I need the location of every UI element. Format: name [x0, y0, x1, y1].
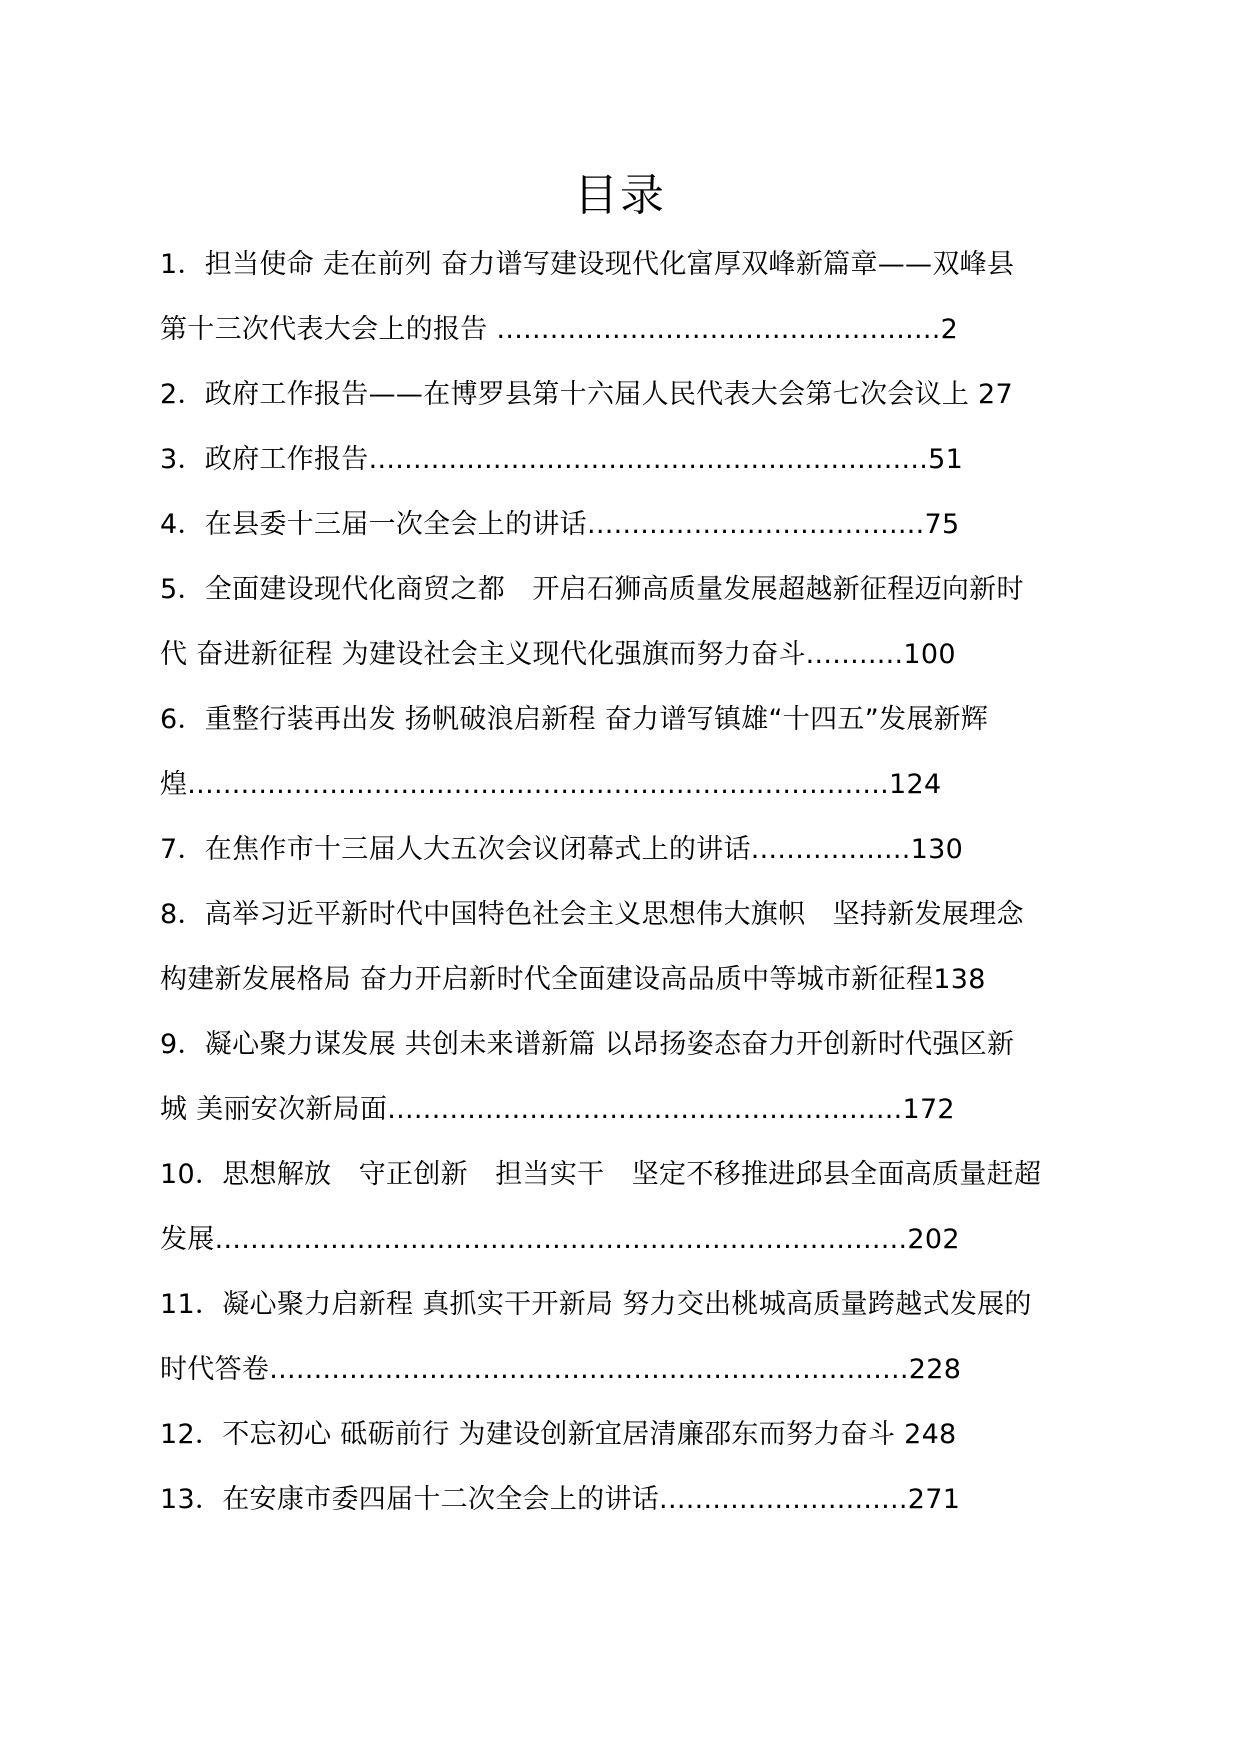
- toc-line: 城 美丽安次新局面..........................................................172: [160, 1094, 955, 1125]
- toc-line: 构建新发展格局 奋力开启新时代全面建设高品质中等城市新征程138: [160, 964, 986, 995]
- toc-line: 10．思想解放 守正创新 担当实干 坚定不移推进邱县全面高质量赶超: [160, 1159, 1042, 1190]
- toc-line: 9．凝心聚力谋发展 共创未来谱新篇 以昂扬姿态奋力开创新时代强区新: [160, 1029, 1015, 1060]
- toc-line: 7．在焦作市十三届人大五次会议闭幕式上的讲话..................130: [160, 834, 964, 865]
- toc-line: 12．不忘初心 砥砺前行 为建设创新宜居清廉邵东而努力奋斗 248: [160, 1419, 957, 1450]
- toc-line: 2．政府工作报告——在博罗县第十六届人民代表大会第七次会议上 27: [160, 379, 1014, 410]
- toc-line: 6．重整行装再出发 扬帆破浪启新程 奋力谱写镇雄“十四五”发展新辉: [160, 704, 989, 735]
- page-title: 目录: [574, 170, 666, 221]
- toc-line: 3．政府工作报告...............................................................51: [160, 444, 964, 475]
- toc-line: 8．高举习近平新时代中国特色社会主义思想伟大旗帜 坚持新发展理念: [160, 899, 1024, 930]
- toc-line: 第十三次代表大会上的报告 ..................................................2: [160, 314, 959, 345]
- toc-line: 13．在安康市委四届十二次全会上的讲话............................271: [160, 1484, 961, 1515]
- toc-line: 11．凝心聚力启新程 真抓实干开新局 努力交出桃城高质量跨越式发展的: [160, 1289, 1032, 1320]
- toc-line: 煌...............................................................................124: [160, 769, 942, 800]
- toc-line: 时代答卷........................................................................228: [160, 1354, 962, 1385]
- toc-line: 1．担当使命 走在前列 奋力谱写建设现代化富厚双峰新篇章——双峰县: [160, 249, 1015, 280]
- toc-line: 代 奋进新征程 为建设社会主义现代化强旗而努力奋斗...........100: [160, 639, 956, 670]
- toc-line: 5．全面建设现代化商贸之都 开启石狮高质量发展超越新征程迈向新时: [160, 574, 1024, 605]
- toc-line: 发展..............................................................................202: [160, 1224, 960, 1255]
- table-of-contents: [160, 232, 1100, 1532]
- toc-line: 4．在县委十三届一次全会上的讲话......................................75: [160, 509, 960, 540]
